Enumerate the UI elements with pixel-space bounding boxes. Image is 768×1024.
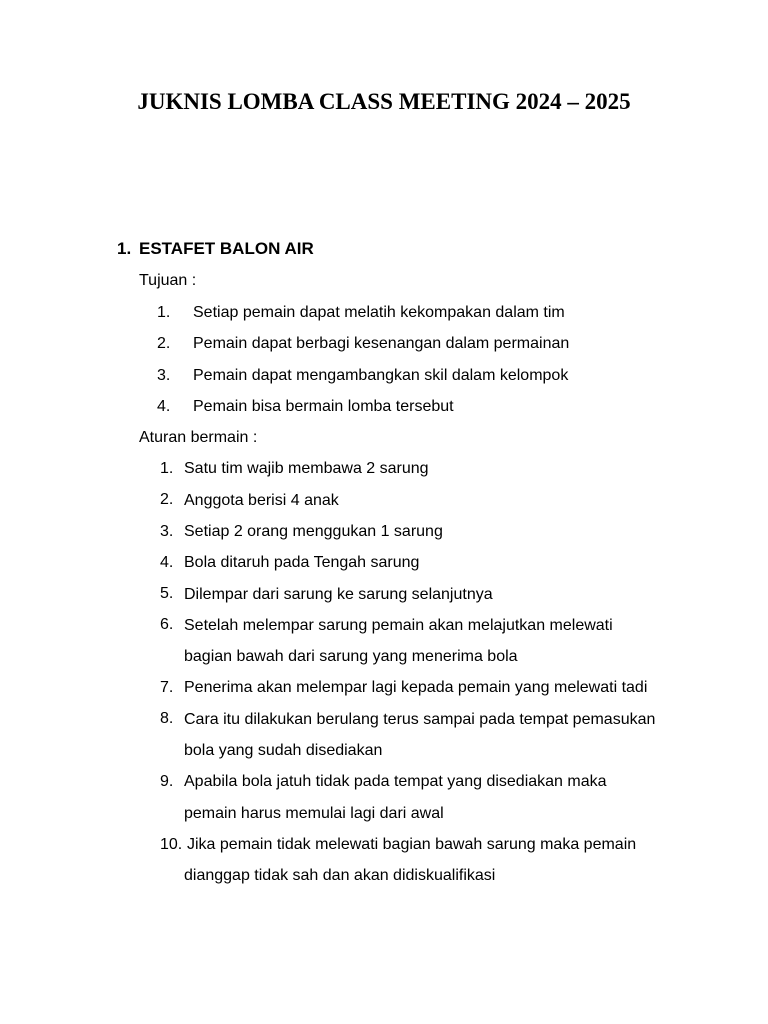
list-item-number: 5. xyxy=(160,585,174,603)
list-item-text: Setiap pemain dapat melatih kekompakan dalam tim xyxy=(193,304,565,321)
list-item-number: 3. xyxy=(160,522,174,540)
list-item-text: Anggota berisi 4 anak xyxy=(184,491,339,509)
list-item-number: 2. xyxy=(160,491,174,509)
list-item-number: 1. xyxy=(157,304,171,321)
list-item-number: 4. xyxy=(160,553,174,571)
list-item-text: Pemain bisa bermain lomba tersebut xyxy=(193,397,454,415)
list-item-text: Bola ditaruh pada Tengah sarung xyxy=(184,554,420,572)
list-item-text: Setiap 2 orang menggukan 1 sarung xyxy=(184,523,443,540)
list-item-number: 4. xyxy=(157,397,171,415)
document-title: JUKNIS LOMBA CLASS MEETING 2024 – 2025 xyxy=(137,89,631,114)
list-item-number: 6. xyxy=(160,616,174,634)
list-item-number: 9. xyxy=(160,772,174,790)
list-item-number: 8. xyxy=(160,710,174,728)
list-item-text: Apabila bola jatuh tidak pada tempat yang disediakan maka pemain harus memulai lagi dari awal xyxy=(184,773,607,822)
list-item-text: Pemain dapat mengambangkan skil dalam kelompok xyxy=(193,366,569,384)
list-item-number: 10. xyxy=(160,835,183,853)
list-item-number: 2. xyxy=(157,335,171,353)
tujuan-label: Tujuan : xyxy=(139,272,197,289)
section-heading xyxy=(117,237,314,261)
list-item-text: Pemain dapat berbagi kesenangan dalam permainan xyxy=(193,335,570,353)
list-item-number: 1. xyxy=(160,460,174,477)
section-number: 1. xyxy=(117,239,132,258)
list-item-number: 3. xyxy=(157,366,171,384)
section-title: ESTAFET BALON AIR xyxy=(139,239,314,258)
aturan-label: Aturan bermain : xyxy=(139,429,258,446)
list-item-text: Dilempar dari sarung ke sarung selanjutnya xyxy=(184,585,493,603)
list-item-number: 7. xyxy=(160,679,174,697)
list-item-text: Jika pemain tidak melewati bagian bawah sarung maka pemain dianggap tidak sah dan akan didiskualifikasi xyxy=(184,835,637,885)
list-item-text: Cara itu dilakukan berulang terus sampai pada tempat pemasukan bola yang sudah disediakan xyxy=(184,710,656,760)
list-item-text: Setelah melempar sarung pemain akan melajutkan melewati bagian bawah dari sarung yang menerima bola xyxy=(184,616,613,666)
list-item-text: Satu tim wajib membawa 2 sarung xyxy=(184,460,429,478)
list-item-text: Penerima akan melempar lagi kepada pemain yang melewati tadi xyxy=(184,679,648,697)
